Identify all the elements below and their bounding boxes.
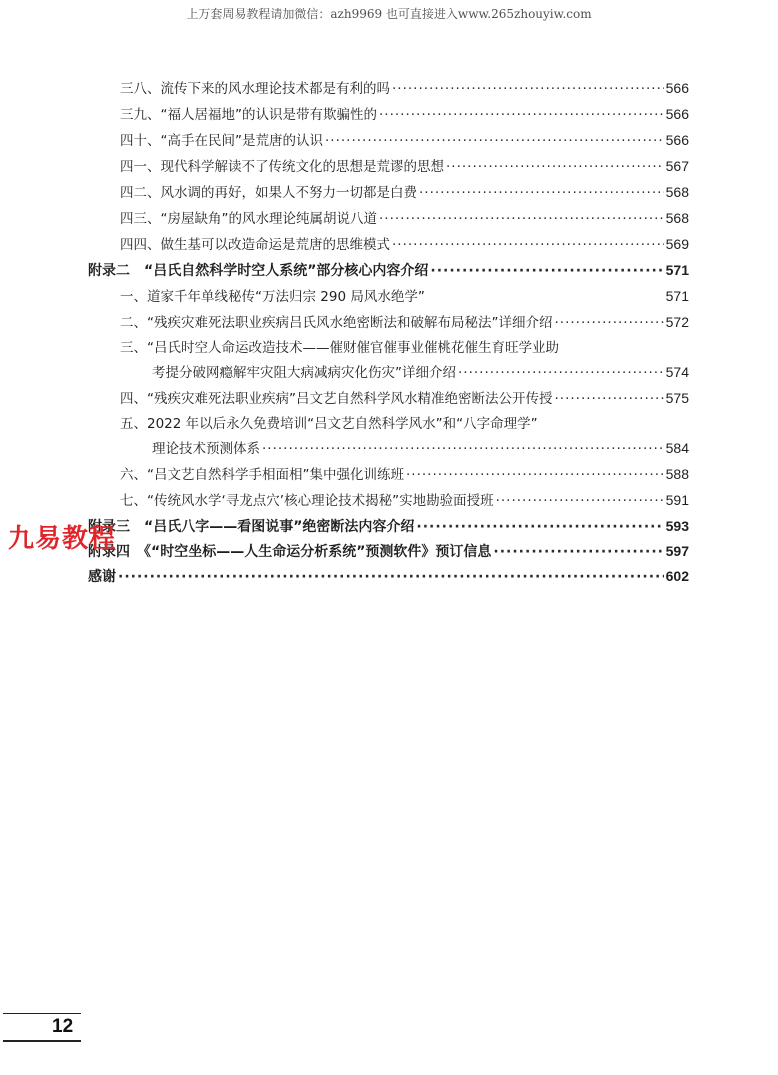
toc-leader-dots (430, 260, 663, 282)
toc-entry-title: 四三、“房屋缺角”的风水理论纯属胡说八道 (120, 211, 377, 227)
toc-leader-dots (416, 516, 663, 538)
toc-entry-page: 575 (665, 390, 689, 406)
toc-leader-dots (379, 104, 664, 126)
toc-appendix-entry (88, 540, 689, 562)
toc-entry-page: 568 (665, 210, 689, 226)
toc-entry-title: 三、“吕氏时空人命运改造技术——催财催官催事业催桃花催生育旺学业助 (120, 340, 559, 356)
toc-leader-dots (392, 78, 664, 100)
toc-leader-dots (118, 566, 664, 588)
toc-leader-dots (496, 490, 664, 512)
toc-leader-dots (379, 208, 664, 230)
toc-leader-dots (325, 130, 664, 152)
toc-entry-page: 571 (665, 262, 689, 278)
toc-entry-title: 附录三 “吕氏八字——看图说事”绝密断法内容介绍 (88, 519, 415, 535)
toc-entry (120, 181, 689, 203)
toc-entry (120, 413, 689, 435)
toc-entry (120, 129, 689, 151)
toc-entry (120, 285, 689, 307)
toc-entry (120, 489, 689, 511)
toc-entry (120, 337, 689, 359)
toc-leader-dots (392, 234, 664, 256)
toc-entry-page: 572 (665, 314, 689, 330)
toc-appendix-entry (88, 515, 689, 537)
toc-entry-page: 571 (665, 288, 689, 304)
toc-entry (120, 207, 689, 229)
toc-entry-title: 四十、“高手在民间”是荒唐的认识 (120, 133, 323, 149)
toc-leader-dots (555, 388, 664, 410)
toc-entry-title: 七、“传统风水学‘寻龙点穴’核心理论技术揭秘”实地勘验面授班 (120, 493, 494, 509)
toc-entry-page: 591 (665, 492, 689, 508)
toc-entry-title: 附录二 “吕氏自然科学时空人系统”部分核心内容介绍 (88, 263, 429, 279)
toc-leader-dots (446, 156, 664, 178)
toc-entry (120, 233, 689, 255)
toc-entry-page: 597 (665, 543, 689, 559)
toc-entry-title: 四一、现代科学解读不了传统文化的思想是荒谬的思想 (120, 159, 444, 175)
toc-entry-title: 附录四 《“时空坐标——人生命运分析系统”预测软件》预订信息 (88, 544, 492, 560)
toc-entry-page: 569 (665, 236, 689, 252)
toc-entry-title-continued: 考提分破网瘾解牢灾阻大病减病灾化伤灾”详细介绍 (152, 365, 456, 381)
toc-leader-dots (262, 438, 664, 460)
toc-entry-title: 二、“残疾灾难死法职业疾病吕氏风水绝密断法和破解布局秘法”详细介绍 (120, 315, 553, 331)
toc-entry-page: 568 (665, 184, 689, 200)
toc-entry-continuation (152, 437, 689, 459)
toc-entry-page: 593 (665, 518, 689, 534)
toc-entry-title: 六、“吕文艺自然科学手相面相”集中强化训练班 (120, 467, 404, 483)
toc-entry-title: 四四、做生基可以改造命运是荒唐的思维模式 (120, 237, 390, 253)
footer-rule-top (3, 1013, 81, 1014)
toc-entry-page: 566 (665, 80, 689, 96)
toc-leader-dots (493, 541, 663, 563)
toc-entry-page: 584 (665, 440, 689, 456)
toc-entry-title: 五、2022 年以后永久免费培训“吕文艺自然科学风水”和“八字命理学” (120, 416, 538, 432)
toc-entry (120, 387, 689, 409)
toc-entry (120, 311, 689, 333)
page-number: 12 (52, 1016, 74, 1037)
toc-entry (120, 463, 689, 485)
toc-entry-page: 574 (665, 364, 689, 380)
toc-leader-dots (406, 464, 664, 486)
toc-entry-page: 566 (665, 132, 689, 148)
toc-entry-title: 感谢 (88, 569, 116, 585)
toc-acknowledgement-entry (88, 565, 689, 587)
toc-entry-continuation (152, 361, 689, 383)
toc-entry-page: 602 (665, 568, 689, 584)
toc-entry-page: 567 (665, 158, 689, 174)
red-watermark-logo: 九易教程 (8, 524, 117, 554)
watermark-header: 上万套周易教程请加微信：azh9969 也可直接进入www.265zhouyiw.com (186, 7, 592, 21)
toc-entry-title: 三八、流传下来的风水理论技术都是有利的吗 (120, 81, 390, 97)
toc-entry-page: 566 (665, 106, 689, 122)
toc-leader-dots (458, 362, 664, 384)
toc-entry-title: 一、道家千年单线秘传“万法归宗 290 局风水绝学” (120, 289, 425, 305)
toc-entry-page: 588 (665, 466, 689, 482)
toc-leader-dots (555, 312, 664, 334)
toc-entry-title-continued: 理论技术预测体系 (152, 441, 260, 457)
toc-entry (120, 155, 689, 177)
toc-appendix-entry (88, 259, 689, 281)
toc-entry-title: 四二、风水调的再好，如果人不努力一切都是白费 (120, 185, 417, 201)
toc-entry-title: 三九、“福人居福地”的认识是带有欺骗性的 (120, 107, 377, 123)
footer-rule-bottom (3, 1040, 81, 1042)
toc-entry (120, 77, 689, 99)
toc-entry-title: 四、“残疾灾难死法职业疾病”吕文艺自然科学风水精准绝密断法公开传授 (120, 391, 553, 407)
toc-entry (120, 103, 689, 125)
toc-leader-dots (419, 182, 664, 204)
